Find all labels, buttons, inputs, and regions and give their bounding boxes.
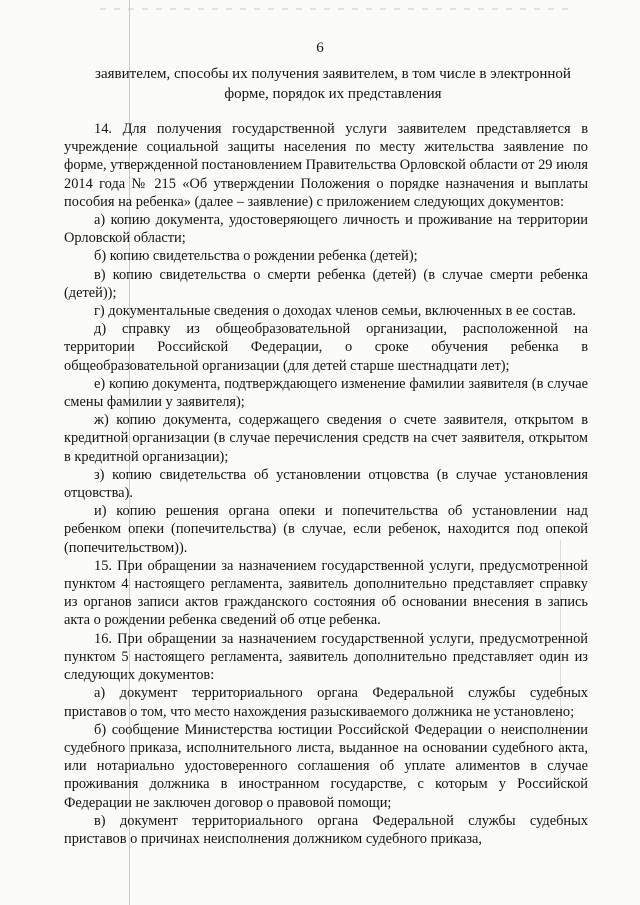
- paragraph-15: 15. При обращении за назначением государственной услуги, предусмотренной пунктом 4 настоящего регламента, заявитель дополнительно представляет справку из органов записи актов гражданского состояния об основании внесения в запись акта о рождении ребенка сведений об отце ребенка.: [64, 557, 588, 629]
- page-number: 6: [316, 40, 324, 56]
- item-16-a: а) документ территориального органа Федеральной службы судебных приставов о том, что место нахождения разыскиваемого должника не установлено;: [64, 685, 588, 720]
- section-heading: заявителем, способы их получения заявителем, в том числе в электронной форме, порядок их представления: [95, 66, 571, 102]
- item-b: б) копию свидетельства о рождении ребенка (детей);: [94, 248, 418, 265]
- item-zh: ж) копию документа, содержащего сведения о счете заявителя, открытом в кредитной организации (в случае перечисления средств на счет заявителя, открытом в кредитной организации);: [64, 412, 588, 465]
- item-z: з) копию свидетельства об установлении отцовства (в случае установления отцовства).: [64, 466, 588, 502]
- item-16-v: в) документ территориального органа Федеральной службы судебных приставов о причинах неисполнения должником судебного приказа,: [64, 812, 588, 847]
- scan-artifact-top: [100, 8, 570, 10]
- item-v: в) копию свидетельства о смерти ребенка (детей) (в случае смерти ребенка (детей));: [64, 266, 588, 301]
- item-16-b: б) сообщение Министерства юстиции Российской Федерации о неисполнении судебного приказа, исполнительного листа, выданное на основании судебного акта, или нотариально удостоверенного соглашения об уплате алиментов в случае проживания должника в иностранном государстве, с которым у Российской Федерации не заключен договор о правовой помощи;: [64, 721, 588, 811]
- item-d: д) справку из общеобразовательной организации, расположенной на территории Российской Федерации, о сроке обучения ребенка в общеобразовательной организации (для детей старше шестнадцати лет);: [64, 321, 588, 374]
- item-e: е) копию документа, подтверждающего изменение фамилии заявителя (в случае смены фамилии у заявителя);: [64, 375, 588, 411]
- paragraph-14: 14. Для получения государственной услуги заявителем представляется в учреждение социальной защиты населения по месту жительства заявление по форме, утвержденной постановлением Правительства Орловской области от 29 июля 2014 года № 215 «Об утверждении Положения о порядке назначения и выплаты пособия на ребенка» (далее – заявление) с приложением следующих документов:: [64, 121, 588, 210]
- document-body: [64, 120, 588, 848]
- item-g: г) документальные сведения о доходах членов семьи, включенных в ее состав.: [94, 303, 576, 320]
- item-i: и) копию решения органа опеки и попечительства об установлении над ребенком опеки (попечительства) (в случае, если ребенок, находится под опекой (попечительством)).: [64, 503, 588, 556]
- item-a: а) копию документа, удостоверяющего личность и проживание на территории Орловской области;: [64, 212, 588, 247]
- paragraph-16: 16. При обращении за назначением государственной услуги, предусмотренной пунктом 5 настоящего регламента, заявитель дополнительно представляет один из следующих документов:: [64, 630, 588, 684]
